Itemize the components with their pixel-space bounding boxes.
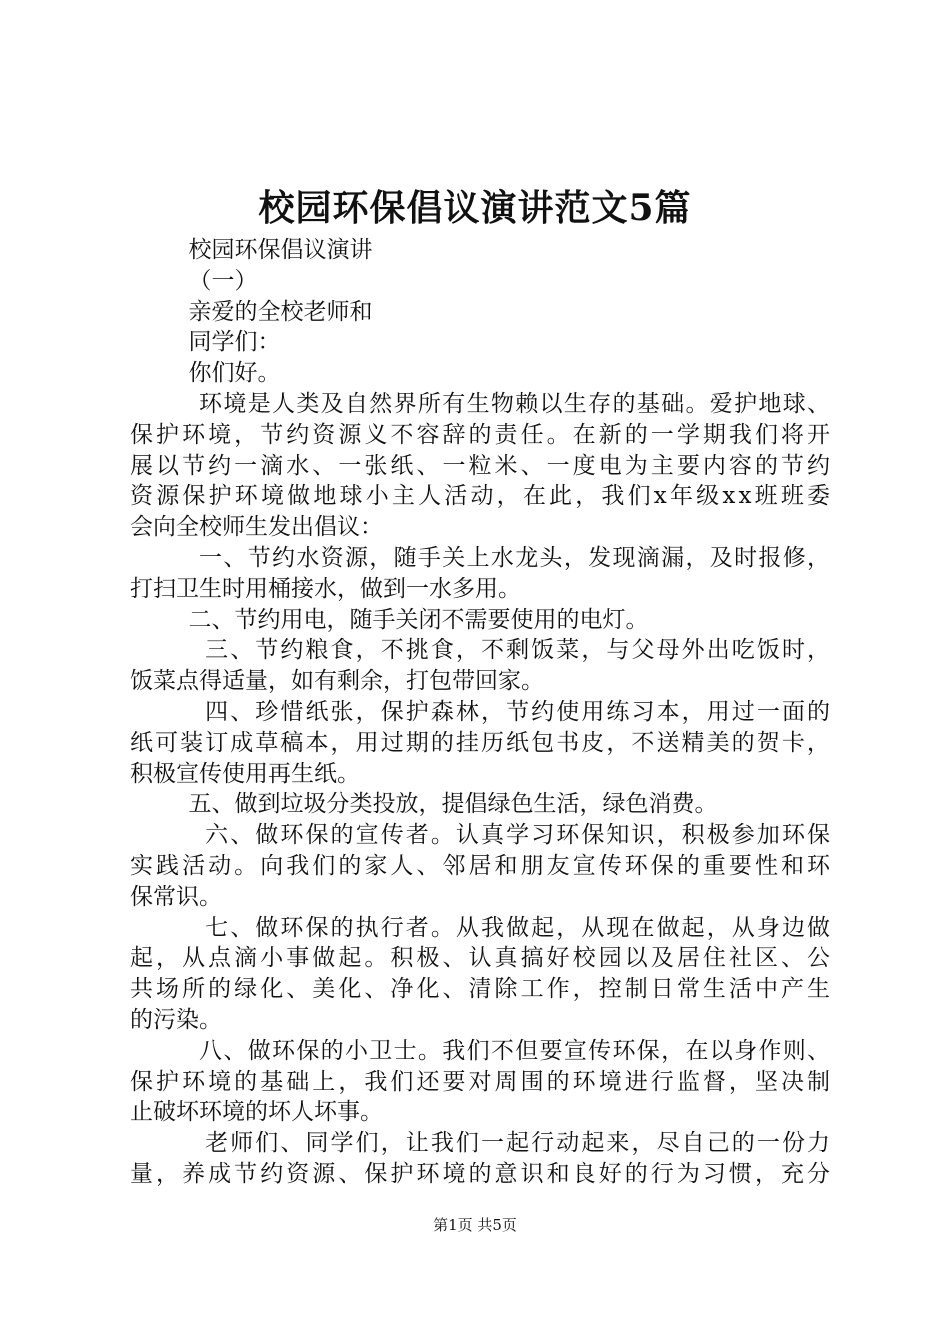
body-line: 的污染。 (130, 1006, 222, 1033)
body-line: 你们好。 (130, 360, 281, 387)
body-line: 一、节约水资源，随手关上水龙头，发现滴漏，及时报修， (130, 544, 832, 571)
body-line: 实践活动。向我们的家人、邻居和朋友宣传环保的重要性和环 (130, 852, 834, 879)
body-line: 三、节约粮食，不挑食，不剩饭菜，与父母外出吃饭时， (130, 637, 833, 664)
body-line: 六、做环保的宣传者。认真学习环保知识，积极参加环保 (130, 822, 833, 849)
body-line: 起，从点滴小事做起。积极、认真搞好校园以及居住社区、公 (130, 945, 834, 972)
document-title: 校园环保倡议演讲范文5篇 (258, 187, 692, 229)
body-line: 展以节约一滴水、一张纸、一粒米、一度电为主要内容的节约 (130, 452, 834, 479)
body-line: （一） (130, 267, 258, 294)
page-footer: 第1页 共5页 (433, 1216, 517, 1234)
body-line: 环境是人类及自然界所有生物赖以生存的基础。爱护地球、 (130, 390, 832, 417)
body-line: 资源保护环境做地球小主人活动，在此，我们x年级xx班班委 (130, 483, 834, 510)
body-line: 保护环境，节约资源义不容辞的责任。在新的一学期我们将开 (130, 421, 834, 448)
body-line: 止破坏环境的坏人坏事。 (130, 1099, 383, 1126)
body-line: 纸可装订成草稿本，用过期的挂历纸包书皮，不送精美的贺卡， (130, 729, 832, 756)
body-line: 四、珍惜纸张，保护森林，节约使用练习本，用过一面的 (130, 698, 833, 725)
body-line: 量，养成节约资源、保护环境的意识和良好的行为习惯，充分 (130, 1160, 834, 1187)
body-line: 同学们： (130, 329, 281, 356)
body-line: 校园环保倡议演讲 (130, 237, 373, 263)
document-body (130, 235, 834, 1190)
body-line: 积极宣传使用再生纸。 (130, 760, 360, 787)
body-line: 亲爱的全校老师和 (130, 298, 373, 325)
body-line: 会向全校师生发出倡议： (130, 514, 383, 541)
body-line: 保护环境的基础上，我们还要对周围的环境进行监督，坚决制 (130, 1068, 834, 1095)
body-line: 保常识。 (130, 883, 222, 910)
body-line: 饭菜点得适量，如有剩余，打包带回家。 (130, 668, 544, 695)
body-line: 七、做环保的执行者。从我做起，从现在做起，从身边做 (130, 914, 833, 941)
body-line: 八、做环保的小卫士。我们不但要宣传环保，在以身作则、 (130, 1037, 832, 1064)
body-line: 五、做到垃圾分类投放，提倡绿色生活，绿色消费。 (130, 791, 718, 818)
body-line: 共场所的绿化、美化、净化、清除工作，控制日常生活中产生 (130, 976, 834, 1003)
body-line: 二、节约用电，随手关闭不需要使用的电灯。 (130, 606, 649, 633)
body-line: 老师们、同学们，让我们一起行动起来，尽自己的一份力 (130, 1130, 833, 1157)
body-line: 打扫卫生时用桶接水，做到一水多用。 (130, 575, 521, 602)
